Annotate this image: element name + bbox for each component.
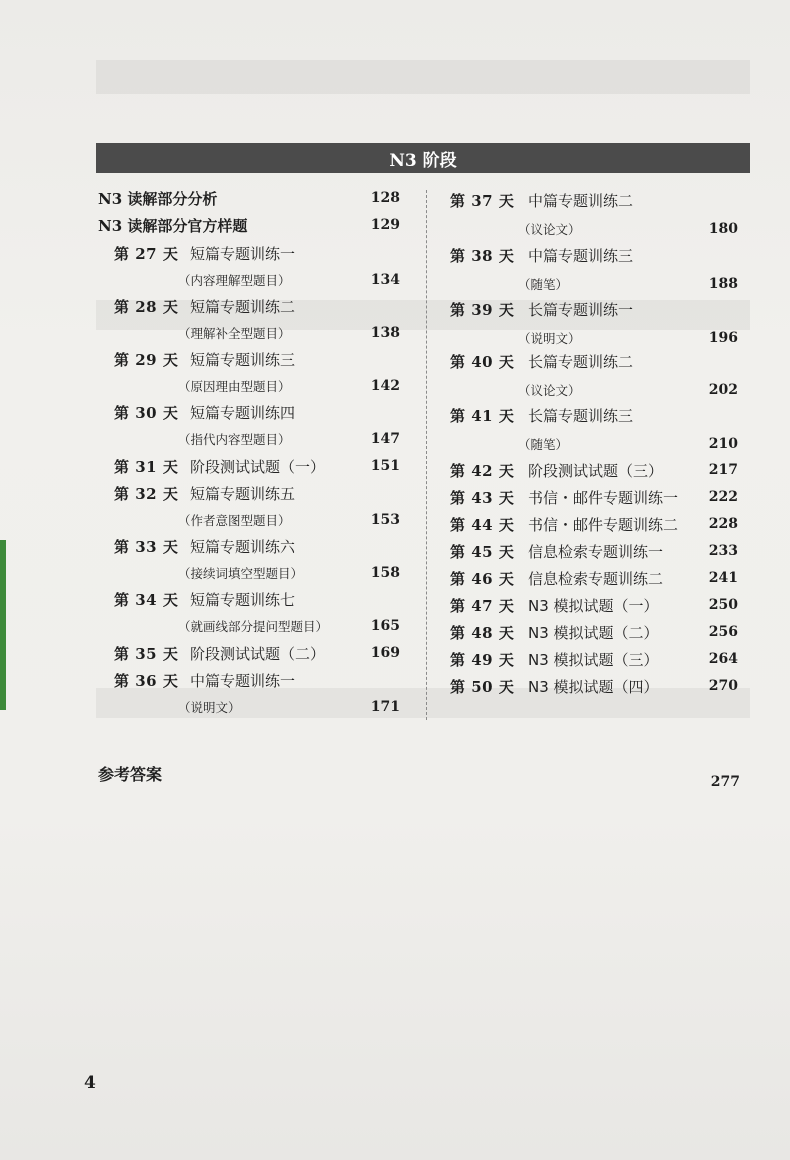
toc-title: N3 模拟试题（四）	[528, 677, 659, 696]
toc-day: 第 28 天	[114, 297, 179, 316]
toc-page: 171	[370, 699, 400, 715]
toc-title: 短篇专题训练五	[190, 484, 296, 503]
toc-title: 阶段测试试题（一）	[190, 457, 326, 476]
toc-title: N3 模拟试题（三）	[528, 650, 659, 669]
toc-subtitle: （议论文）	[518, 222, 581, 237]
toc-day: 第 43 天	[450, 488, 515, 507]
toc-subtitle: （说明文）	[178, 700, 241, 715]
toc-title: 短篇专题训练四	[190, 403, 296, 422]
answers-page: 277	[710, 774, 740, 790]
toc-page: 264	[708, 651, 738, 667]
toc-heading: N3 读解部分官方样题	[98, 216, 248, 235]
toc-subtitle: （议论文）	[518, 383, 581, 398]
toc-page: 228	[708, 516, 738, 532]
toc-page: 188	[708, 276, 738, 292]
toc-day: 第 29 天	[114, 350, 179, 369]
toc-heading-page: 129	[370, 217, 400, 233]
toc-title: 中篇专题训练三	[528, 246, 634, 265]
toc-subtitle: （内容理解型题目）	[178, 273, 291, 288]
toc-page: 233	[708, 543, 738, 559]
page-edge-marker	[0, 540, 6, 710]
toc-title: 短篇专题训练六	[190, 537, 296, 556]
toc-page: 153	[370, 512, 400, 528]
toc-subtitle: （随笔）	[518, 437, 569, 452]
toc-page: 151	[370, 458, 400, 474]
toc-subtitle: （原因理由型题目）	[178, 379, 291, 394]
toc-page: 256	[708, 624, 738, 640]
toc-page: 158	[370, 565, 400, 581]
toc-title: 中篇专题训练一	[190, 671, 296, 690]
toc-day: 第 31 天	[114, 457, 179, 476]
toc-page: 241	[708, 570, 738, 586]
toc-subtitle: （接续词填空型题目）	[178, 566, 304, 581]
toc-subtitle: （说明文）	[518, 331, 581, 346]
toc-day: 第 33 天	[114, 537, 179, 556]
toc-title: 短篇专题训练二	[190, 297, 296, 316]
toc-day: 第 34 天	[114, 590, 179, 609]
toc-day: 第 47 天	[450, 596, 515, 615]
toc-heading: N3 读解部分分析	[98, 189, 218, 208]
toc-day: 第 48 天	[450, 623, 515, 642]
toc-page: 147	[370, 431, 400, 447]
toc-day: 第 50 天	[450, 677, 515, 696]
toc-page: 210	[708, 436, 738, 452]
toc-day: 第 37 天	[450, 191, 515, 210]
toc-page: 196	[708, 330, 738, 346]
toc-subtitle: （指代内容型题目）	[178, 432, 291, 447]
toc-day: 第 42 天	[450, 461, 515, 480]
toc-title: 长篇专题训练一	[528, 300, 634, 319]
toc-day: 第 49 天	[450, 650, 515, 669]
toc-title: 信息检索专题训练一	[528, 542, 664, 561]
toc-page: 270	[708, 678, 738, 694]
toc-page: 202	[708, 382, 738, 398]
toc-page: 217	[708, 462, 738, 478]
toc-page: 180	[708, 221, 738, 237]
toc-day: 第 35 天	[114, 644, 179, 663]
toc-title: 书信・邮件专题训练二	[528, 515, 679, 534]
toc-subtitle: （理解补全型题目）	[178, 326, 291, 341]
toc-page: 134	[370, 272, 400, 288]
toc-title: 短篇专题训练一	[190, 244, 296, 263]
toc-title: N3 模拟试题（二）	[528, 623, 659, 642]
toc-page: 250	[708, 597, 738, 613]
toc-day: 第 36 天	[114, 671, 179, 690]
page-number: 4	[84, 1073, 96, 1093]
toc-page: 142	[370, 378, 400, 394]
toc-title: 阶段测试试题（三）	[528, 461, 664, 480]
toc-day: 第 27 天	[114, 244, 179, 263]
toc-day: 第 30 天	[114, 403, 179, 422]
toc-title: 阶段测试试题（二）	[190, 644, 326, 663]
toc-subtitle: （就画线部分提问型题目）	[178, 619, 329, 634]
toc-page: 165	[370, 618, 400, 634]
toc-page: 222	[708, 489, 738, 505]
toc-title: 中篇专题训练二	[528, 191, 634, 210]
toc-title: 书信・邮件专题训练一	[528, 488, 679, 507]
section-header: N3 阶段	[96, 143, 750, 173]
toc-day: 第 41 天	[450, 406, 515, 425]
toc-title: 短篇专题训练七	[190, 590, 296, 609]
toc-day: 第 45 天	[450, 542, 515, 561]
toc-heading-page: 128	[370, 190, 400, 206]
column-divider	[426, 190, 427, 720]
answers-title: 参考答案	[98, 765, 163, 784]
toc-title: 短篇专题训练三	[190, 350, 296, 369]
toc-day: 第 46 天	[450, 569, 515, 588]
toc-title: 信息检索专题训练二	[528, 569, 664, 588]
toc-day: 第 38 天	[450, 246, 515, 265]
toc-title: 长篇专题训练三	[528, 406, 634, 425]
toc-page: 138	[370, 325, 400, 341]
toc-day: 第 40 天	[450, 352, 515, 371]
toc-day: 第 39 天	[450, 300, 515, 319]
toc-day: 第 44 天	[450, 515, 515, 534]
toc-subtitle: （作者意图型题目）	[178, 513, 291, 528]
show-through-bar	[96, 60, 750, 94]
toc-day: 第 32 天	[114, 484, 179, 503]
toc-subtitle: （随笔）	[518, 277, 569, 292]
toc-page: 169	[370, 645, 400, 661]
toc-title: 长篇专题训练二	[528, 352, 634, 371]
toc-title: N3 模拟试题（一）	[528, 596, 659, 615]
